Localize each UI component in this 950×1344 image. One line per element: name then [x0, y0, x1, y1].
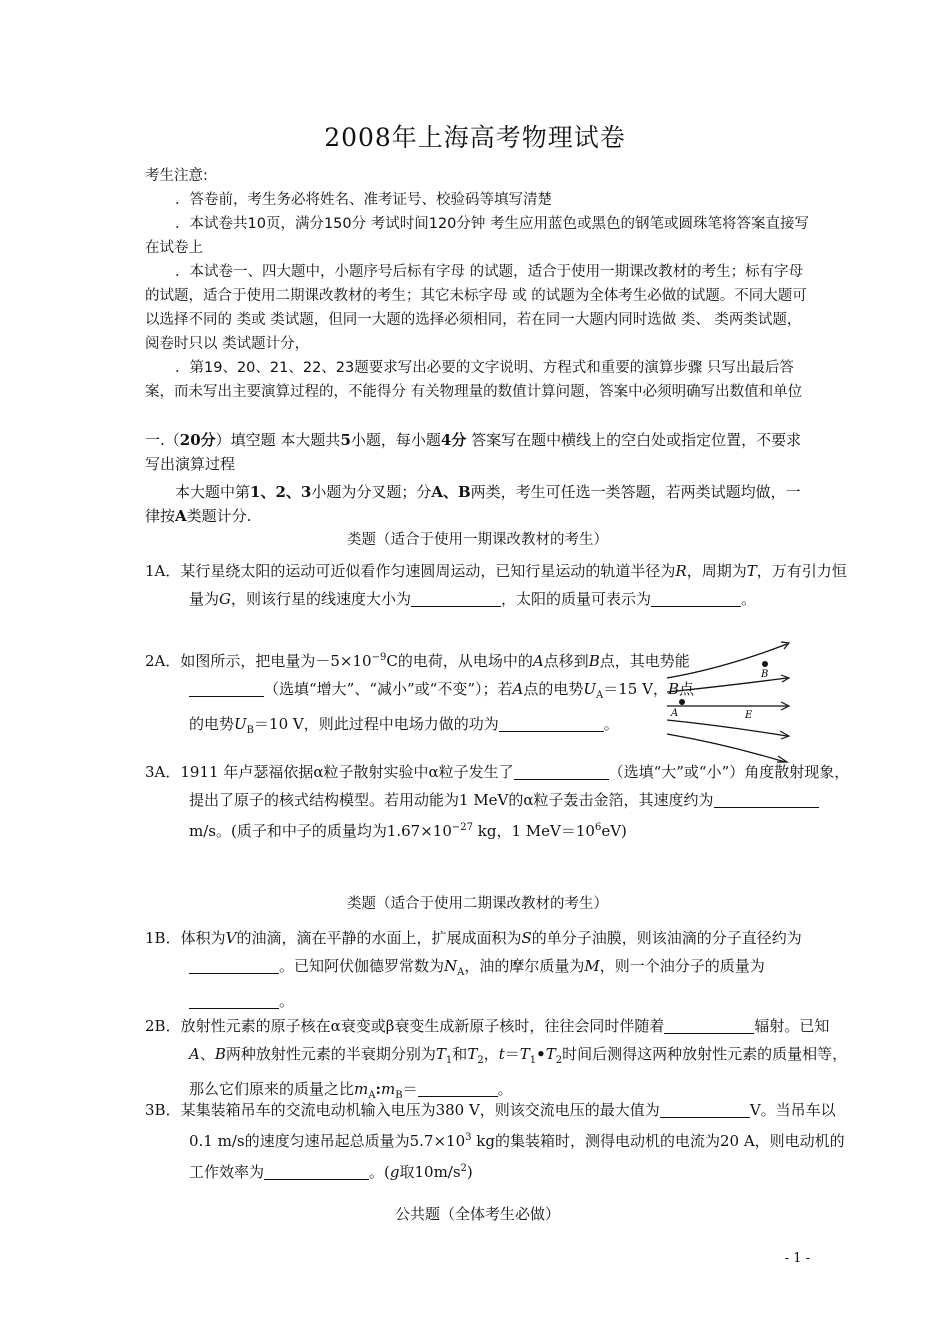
- field-e-label: E: [745, 710, 753, 721]
- answer-blank[interactable]: [514, 763, 609, 780]
- class-b-heading: 类题（适合于使用二期课改教材的考生）: [347, 896, 608, 912]
- answer-blank[interactable]: [499, 715, 604, 732]
- common-heading: 公共题（全体考生必做）: [394, 1205, 560, 1223]
- answer-blank[interactable]: [411, 590, 501, 607]
- question-3b: 3B．某集装箱吊车的交流电动机输入电压为380 V，则该交流电压的最大值为 V。当吊车以0.1 m/s的速度匀速吊起总质量为$5.7\times 10^3$ kg的集装箱时，测得电动机的电流为20 A，则电动机的工作效率为 。(g取$10m/s^2$): [145, 1101, 845, 1181]
- page-number: - 1 -: [784, 1251, 810, 1266]
- answer-blank[interactable]: [664, 1017, 754, 1034]
- notice-item-4: ．第19、20、21、22、23题要求写出必要的文字说明、方程式和重要的演算步骤 只写出最后答案，而未写出主要演算过程的，不能得分 有关物理量的数值计算问题，答案中必须明确写出数值和单位: [145, 360, 803, 400]
- section-1-note: 本大题中第1、2、3小题为分叉题；分A、B两类，考生可任选一类答题，若两类试题均做，一律按A类题计分.: [145, 483, 801, 525]
- point-b-label: B: [761, 669, 769, 680]
- section-1-header: [145, 428, 810, 528]
- page-title: 2008年上海高考物理试卷: [324, 123, 626, 152]
- field-line: [667, 644, 787, 678]
- point-b-dot: [762, 661, 768, 667]
- answer-blank[interactable]: [189, 992, 279, 1009]
- notice-heading: 考生注意:: [145, 168, 208, 184]
- notice-item-1: ．答卷前，考生务必将姓名、准考证号、校验码等填写清楚: [175, 192, 552, 208]
- answer-blank[interactable]: [418, 1080, 498, 1097]
- answer-blank[interactable]: [714, 791, 819, 808]
- answer-blank[interactable]: [189, 680, 264, 697]
- answer-blank[interactable]: [189, 957, 279, 974]
- class-a-heading: 类题（适合于使用一期课改教材的考生）: [347, 532, 608, 548]
- point-a-dot: [679, 699, 685, 705]
- question-1a: 1A．某行星绕太阳的运动可近似看作匀速圆周运动，已知行星运动的轨道半径为R，周期为T，万有引力恒量为G，则该行星的线速度大小为 ，太阳的质量可表示为 。: [145, 562, 847, 608]
- notice-item-3: ．本试卷一、四大题中，小题序号后标有字母 的试题，适合于使用一期课改教材的考生；标有字母 的试题，适合于使用二期课改教材的考生；其它未标字母 或 的试题为全体考生必做的试题。不同大题可以选择不同的 类或 类试题，但同一大题的选择必须相同，若在同一大题内同时选做 类、 类两类试题，阅卷时只以 类试题计分，: [145, 264, 807, 352]
- question-3a: 3A．1911 年卢瑟福依据α粒子散射实验中α粒子发生了 （选填“大”或“小”）角度散射现象，提出了原子的核式结构模型。若用动能为1 MeV的α粒子轰击金箔，其速度约为m/s。(质子和中子的质量均为$1.67\times 10^{-27}$ kg，1 $MeV=10^6eV$): [145, 763, 850, 840]
- answer-blank[interactable]: [651, 590, 741, 607]
- question-2a: 2A．如图所示，把电量为$-5\times 10^{-9}C$的电荷，从电场中的A点移到B点，其电势能（选填“增大”、“减小”或“不变”）；若A点的电势$U_A=15$ V，B点的电势$U_B=10$ V，则此过程中电场力做的功为 。: [145, 652, 695, 736]
- point-a-label: A: [671, 708, 679, 719]
- notice-item-2: ．本试卷共10页，满分150分 考试时间120分钟 考生应用蓝色或黑色的钢笔或圆珠笔将答案直接写在试卷上: [145, 216, 810, 256]
- electric-field-figure: [665, 640, 795, 765]
- answer-blank[interactable]: [264, 1163, 369, 1180]
- section-1-heading: 一.（20分）填空题 本大题共5小题，每小题4分 答案写在题中横线上的空白处或指定位置，不要求写出演算过程: [145, 431, 802, 473]
- question-2b: 2B．放射性元素的原子核在α衰变或β衰变生成新原子核时，往往会同时伴随着 辐射。已知A、B两种放射性元素的半衰期分别为$T_1$和$T_2$，$t=T_1•T_2$时间后测得这两种放射性元素的质量相等，那么它们原来的质量之比$m_A:m_B=$ 。: [145, 1017, 848, 1101]
- answer-blank[interactable]: [660, 1101, 750, 1118]
- notice-block: [145, 164, 810, 404]
- field-line: [667, 678, 787, 692]
- question-1b: 1B．体积为V的油滴，滴在平静的水面上，扩展成面积为S的单分子油膜，则该油滴的分子直径约为。已知阿伏伽德罗常数为$N_A$，油的摩尔质量为M，则一个油分子的质量为。: [145, 929, 802, 1010]
- field-line: [667, 720, 787, 736]
